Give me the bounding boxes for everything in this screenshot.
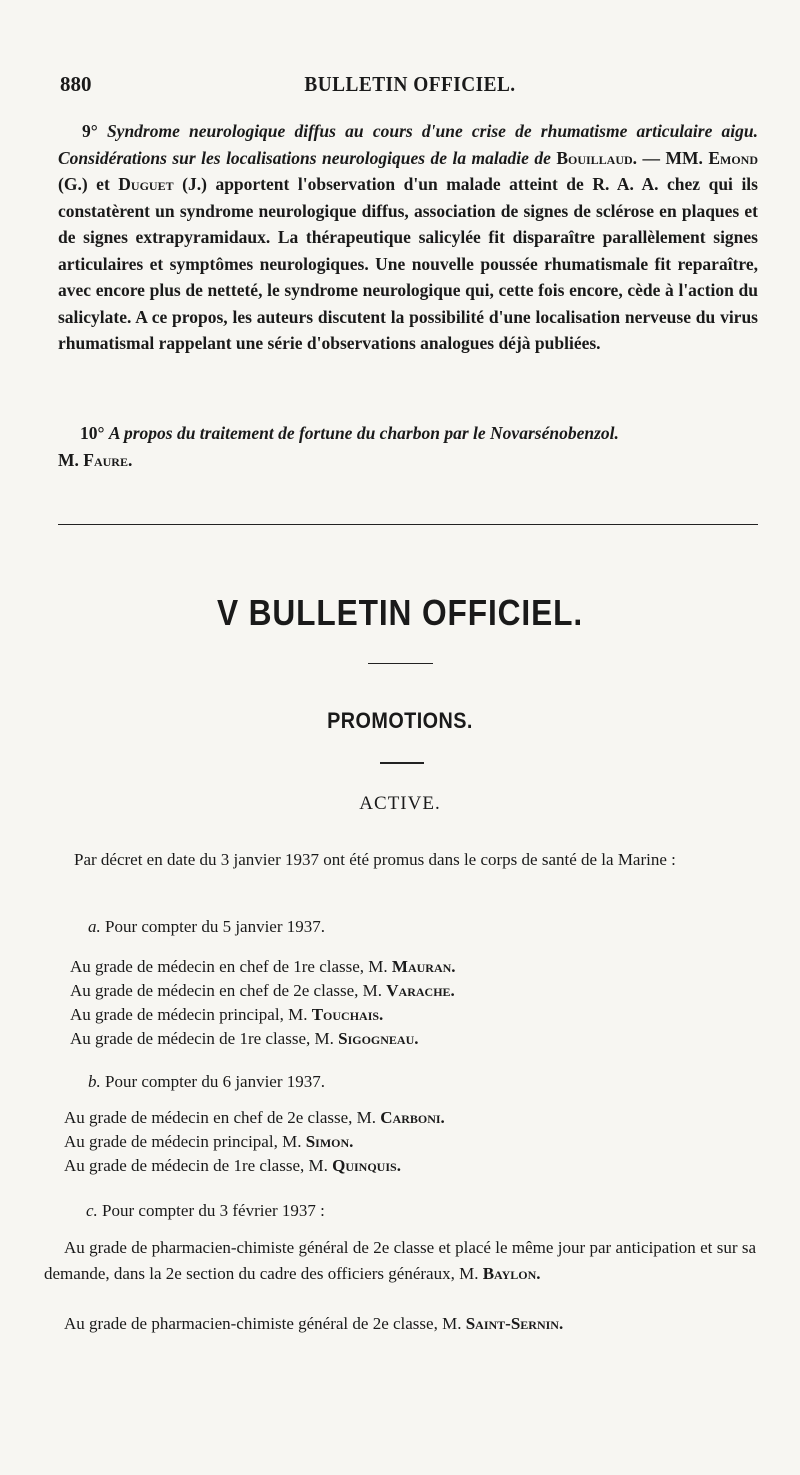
group-b-heading — [88, 1070, 325, 1094]
item-9-text: (J.) apportent l'observation d'un malade atteint de R. A. A. chez qui ils constatèrent un syndrome neurologique diffus, association de signes de sclérose en plaques et de signes extrapyramidaux. La thérapeutique salicylée fit disparaître parallèlement signes articulaires et symptômes neurologiques. Une nouvelle poussée rhumatismale fit reparaître, avec encore plus de netteté, le syndrome neurologique qui, cette fois encore, cède à l'action du salicylate. A ce propos, les auteurs discutent la possibilité d'une localisation nerveuse du virus rhumatismal rappelant une série d'observations analogues déjà publiées. — [58, 174, 758, 353]
line-text: Au grade de médecin principal, M. — [70, 1005, 312, 1024]
item-10-author: Faure. — [83, 449, 133, 470]
line-text: Au grade de médecin en chef de 1re classe, M. — [70, 957, 392, 976]
person-name: Carboni. — [380, 1108, 445, 1127]
section-title: V BULLETIN OFFICIEL. — [216, 592, 584, 633]
group-a-heading — [88, 915, 325, 939]
section-divider — [58, 524, 758, 525]
item-10-number: 10° — [80, 423, 105, 443]
decree-paragraph: Par décret en date du 3 janvier 1937 ont été promus dans le corps de santé de la Marine : — [74, 850, 676, 869]
item-9 — [58, 118, 758, 357]
group-c-heading — [86, 1199, 325, 1223]
person-name: Simon. — [305, 1132, 354, 1151]
item-9-author2: Duguet — [118, 174, 174, 194]
person-name: Sigogneau. — [338, 1029, 419, 1048]
page-header — [60, 72, 760, 102]
page-number: 880 — [60, 72, 92, 96]
group-a-date: Pour compter du 5 janvier 1937. — [100, 917, 326, 936]
group-c-date: Pour compter du 3 février 1937 : — [97, 1201, 325, 1220]
running-title: BULLETIN OFFICIEL. — [304, 72, 516, 96]
person-name: Touchais. — [311, 1005, 384, 1024]
group-c-paragraph — [44, 1235, 756, 1287]
promotions-heading: PROMOTIONS. — [327, 708, 473, 733]
line-text: Au grade de médecin en chef de 2e classe, M. — [70, 981, 387, 1000]
person-name: Quinquis. — [332, 1156, 401, 1175]
item-9-author1: Emond — [708, 147, 758, 168]
item-9-title: Syndrome neurologique diffus au cours d'une crise de rhumatisme articulaire aigu. Considérations sur les localisations neurologiques de la maladie de — [58, 121, 759, 168]
group-b-line-1 — [64, 1106, 445, 1130]
group-a-line-1 — [70, 955, 456, 979]
item-9-title-author: Bouillaud. — [556, 147, 638, 168]
group-b-line-3 — [64, 1154, 401, 1178]
active-heading: ACTIVE. — [359, 793, 441, 814]
line-text: Au grade de pharmacien-chimiste général de 2e classe, M. — [64, 1314, 466, 1333]
item-9-text-mid: (G.) et — [58, 174, 119, 194]
line-text: Au grade de médecin de 1re classe, M. — [64, 1156, 333, 1175]
line-text: Au grade de médecin en chef de 2e classe, M. — [64, 1108, 381, 1127]
item-10 — [58, 420, 758, 473]
line-text: Au grade de médecin principal, M. — [64, 1132, 306, 1151]
item-10-title: A propos du traitement de fortune du charbon par le Novarsénobenzol. — [108, 423, 619, 443]
group-a-line-3 — [70, 1003, 383, 1027]
group-c-letter: c. — [86, 1201, 98, 1220]
group-b-date: Pour compter du 6 janvier 1937. — [100, 1072, 326, 1091]
group-b-letter: b. — [88, 1072, 101, 1091]
person-name: Saint-Sernin. — [465, 1314, 564, 1333]
person-name: Baylon. — [482, 1264, 541, 1283]
group-a-letter: a. — [88, 917, 101, 936]
group-a-line-4 — [70, 1027, 419, 1051]
person-name: Varache. — [386, 981, 455, 1000]
group-c-line-last — [64, 1312, 563, 1336]
group-b-line-2 — [64, 1130, 353, 1154]
line-text: Au grade de pharmacien-chimiste général de 2e classe et placé le même jour par anticipation et sur sa demande, dans la 2e section du cadre des officiers généraux, M. — [44, 1238, 756, 1283]
item-9-number: 9° — [82, 121, 98, 141]
title-rule — [368, 663, 433, 664]
line-text: Au grade de médecin de 1re classe, M. — [70, 1029, 339, 1048]
person-name: Mauran. — [391, 957, 456, 976]
item-9-text-pre: — MM. — [637, 147, 709, 168]
promotions-rule — [380, 762, 424, 764]
item-10-author-prefix: M. — [58, 449, 84, 470]
group-a-line-2 — [70, 979, 455, 1003]
